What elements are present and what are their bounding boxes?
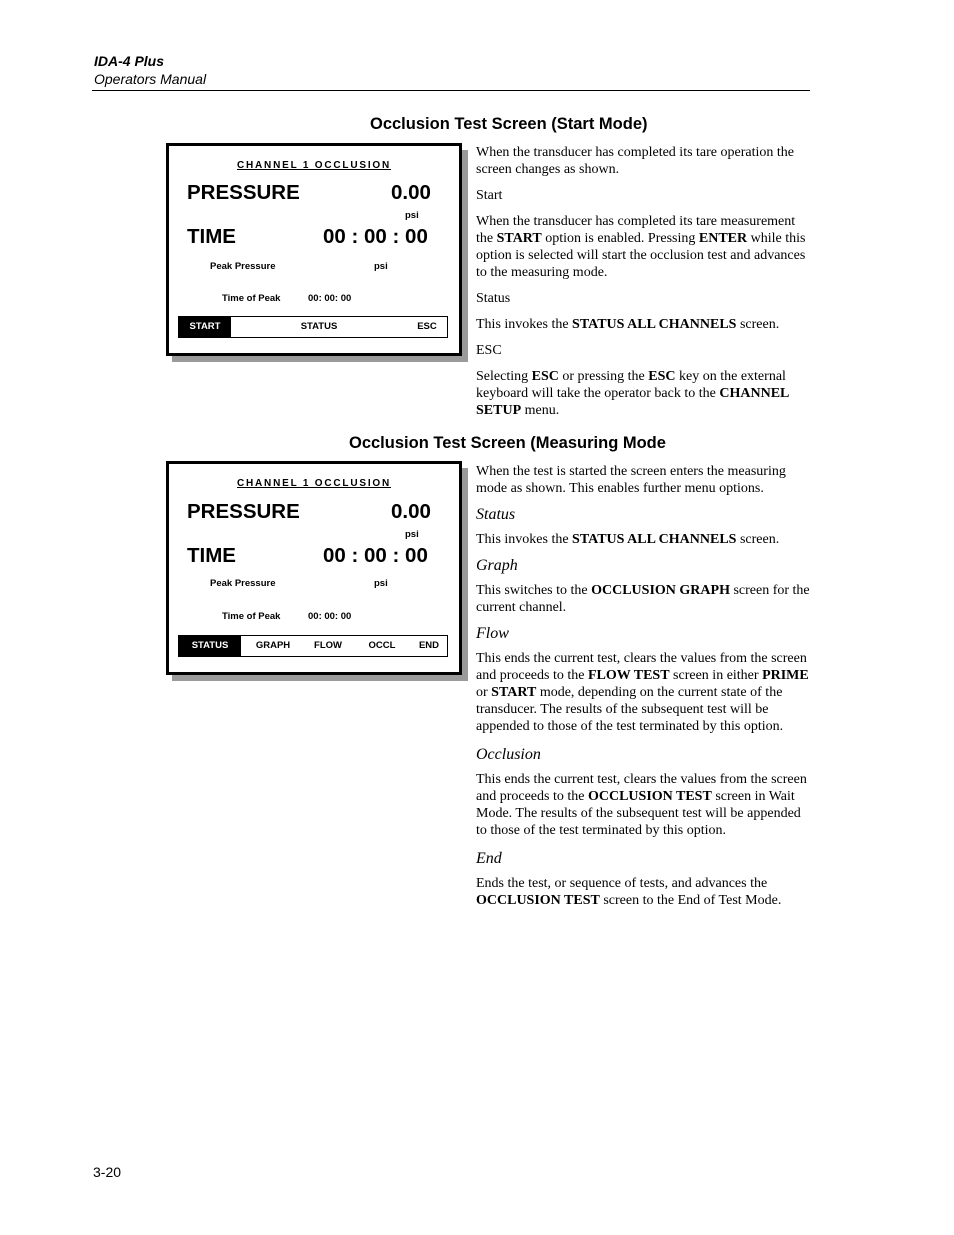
paragraph: Ends the test, or sequence of tests, and advances the OCCLUSION TEST screen to the End of Test Mode.: [476, 876, 782, 908]
screen-channel-title: CHANNEL 1 OCCLUSION: [236, 478, 392, 489]
section-title-start-mode: Occlusion Test Screen (Start Mode): [370, 115, 648, 133]
screen-menu-bar: [178, 635, 448, 657]
page-number: 3-20: [93, 1164, 122, 1180]
time-value: 00 : 00 : 00: [323, 544, 428, 567]
option-heading-status: Status: [476, 506, 516, 523]
paragraph: This ends the current test, clears the values from the screen and proceeds to the OCCLUSION TEST screen in Wait Mode. The results of the subsequent test will be appended to those of the test terminated by this option.: [476, 772, 807, 838]
paragraph: This invokes the STATUS ALL CHANNELS screen.: [476, 317, 780, 332]
time-of-peak-value: 00: 00: 00: [308, 293, 352, 304]
header-divider: [92, 90, 810, 91]
device-screen-start-mode: [166, 143, 462, 356]
pressure-unit: psi: [405, 210, 419, 221]
time-of-peak-label: Time of Peak: [222, 293, 281, 304]
time-of-peak-label: Time of Peak: [222, 611, 281, 622]
paragraph: This invokes the STATUS ALL CHANNELS screen.: [476, 532, 780, 547]
section1-description: [476, 144, 812, 419]
menu-item-status[interactable]: STATUS: [179, 636, 241, 656]
time-value: 00 : 00 : 00: [323, 225, 428, 248]
pressure-value: 0.00: [391, 500, 431, 523]
peak-pressure-label: Peak Pressure: [210, 578, 276, 589]
menu-item-esc[interactable]: ESC: [417, 321, 437, 332]
section2-description: [476, 463, 812, 909]
peak-pressure-unit: psi: [374, 578, 388, 589]
option-heading-start: Start: [476, 188, 503, 203]
document-title: IDA-4 Plus: [94, 53, 165, 69]
time-of-peak-value: 00: 00: 00: [308, 611, 352, 622]
pressure-label: PRESSURE: [187, 181, 300, 204]
option-heading-status: Status: [476, 291, 511, 306]
menu-item-end[interactable]: END: [418, 640, 440, 651]
menu-item-start[interactable]: START: [179, 317, 231, 337]
paragraph: This switches to the OCCLUSION GRAPH screen for the current channel.: [476, 583, 810, 615]
pressure-value: 0.00: [391, 181, 431, 204]
paragraph: When the transducer has completed its tare operation the screen changes as shown.: [476, 145, 794, 177]
peak-pressure-unit: psi: [374, 261, 388, 272]
menu-item-occl[interactable]: OCCL: [368, 640, 396, 651]
menu-item-flow[interactable]: FLOW: [314, 640, 342, 651]
section-title-measuring-mode: Occlusion Test Screen (Measuring Mode: [349, 434, 666, 452]
option-heading-graph: Graph: [476, 557, 518, 574]
pressure-unit: psi: [405, 529, 419, 540]
time-label: TIME: [187, 225, 236, 248]
option-heading-flow: Flow: [476, 625, 509, 642]
option-heading-occlusion: Occlusion: [476, 746, 541, 763]
option-heading-end: End: [476, 850, 502, 867]
menu-item-graph[interactable]: GRAPH: [255, 640, 291, 651]
device-screen-measuring-mode: [166, 461, 462, 675]
screen-menu-bar: [178, 316, 448, 338]
pressure-label: PRESSURE: [187, 500, 300, 523]
paragraph: This ends the current test, clears the values from the screen and proceeds to the FLOW TEST screen in either PRIME or START mode, depending on the current state of the transducer. The results of the subsequent test will be appended to those of the test terminated by this option.: [476, 651, 809, 734]
time-label: TIME: [187, 544, 236, 567]
screen-channel-title: CHANNEL 1 OCCLUSION: [236, 160, 392, 171]
paragraph: Selecting ESC or pressing the ESC key on the external keyboard will take the operator back to the CHANNEL SETUP menu.: [476, 369, 789, 418]
paragraph: When the transducer has completed its tare measurement the START option is enabled. Pressing ENTER while this option is selected will start the occlusion test and advances to the measuring mode.: [476, 214, 806, 280]
paragraph: When the test is started the screen enters the measuring mode as shown. This enables further menu options.: [476, 464, 786, 496]
option-heading-esc: ESC: [476, 343, 502, 358]
document-subtitle: Operators Manual: [94, 71, 207, 87]
peak-pressure-label: Peak Pressure: [210, 261, 276, 272]
menu-item-status[interactable]: STATUS: [300, 321, 338, 332]
